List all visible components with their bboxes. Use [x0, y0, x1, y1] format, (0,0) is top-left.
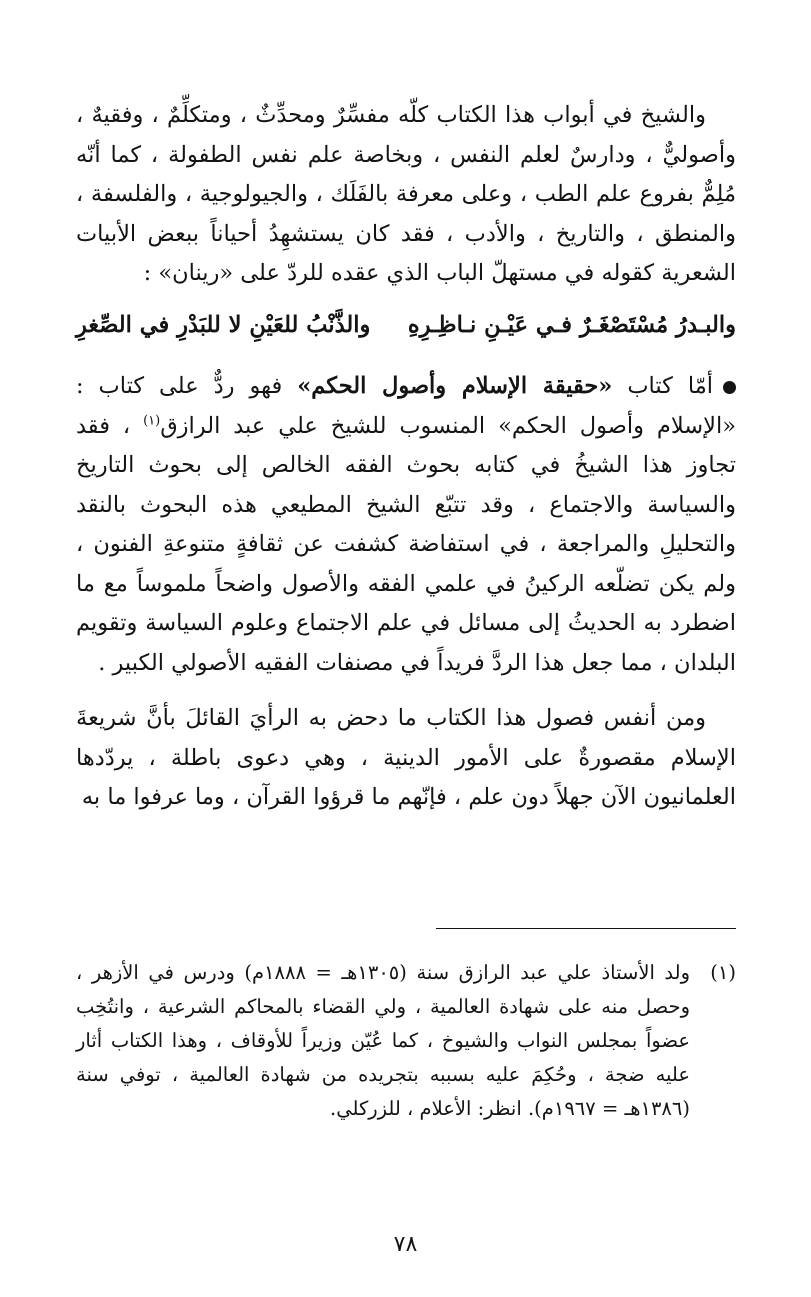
paragraph-2	[76, 367, 736, 683]
footnote	[76, 956, 736, 1126]
page-number: ٧٨	[393, 1232, 418, 1257]
book-title: «حقيقة الإسلام وأصول الحكم»	[297, 373, 613, 399]
paragraph-2-continuation: فهو ردٌّ على كتاب : «الإسلام وأصول الحكم» المنسوب للشيخ علي عبد الرازق	[76, 373, 736, 439]
verse-second-hemistich: والذَّنْبُ للعَيْنِ لا للبَدْرِ في الصِّغرِ	[76, 311, 371, 338]
paragraph-2-lead: أمّا كتاب	[627, 373, 713, 399]
paragraph-1	[76, 96, 736, 294]
footnote-text: ولد الأستاذ علي عبد الرازق سنة (١٣٠٥هـ = ١٨٨٨م) ودرس في الأزهر ، وحصل منه على شهادة العالمية ، ولي القضاء بالمحاكم الشرعية ، وانتُخِب عضواً بمجلس النواب والشيوخ ، كما عُيّن وزيراً للأوقاف ، وهذا الكتاب أثار عليه ضجة ، وحُكِمَ عليه بسببه بتجريده من شهادة العالمية ، توفي سنة (١٣٨٦هـ = ١٩٦٧م). انظر: الأعلام ، للزركلي.	[76, 961, 691, 1120]
footnote-marker[interactable]: (١)	[143, 413, 161, 428]
paragraph-3-text: ومن أنفس فصول هذا الكتاب ما دحض به الرأيَ القائلَ بأنَّ شريعةَ الإسلام مقصورةٌ على الأمور الدينية ، وهي دعوى باطلة ، يردّدها العلمانيون الآن جهلاً دون علم ، فإنّهم ما قرؤوا القرآن ، وما عرفوا ما به	[76, 705, 736, 810]
poetry-verse	[76, 306, 736, 346]
footnote-separator	[436, 928, 736, 929]
paragraph-2-rest: ، فقد تجاوز هذا الشيخُ في كتابه بحوث الفقه الخالص إلى بحوث التاريخ والسياسة والاجتماع ، وقد تتبّع الشيخ المطيعي هذه البحوث بالنقد والتحليلِ والمراجعة ، في استفاضة كشفت عن ثقافةٍ متنوعةِ الفنون ، ولم يكن تضلّعه الركينُ في علمي الفقه والأصول واضحاً ملموساً مع ما اضطرد به الحديثُ إلى مسائل في علم الاجتماع وعلوم السياسة وتقويم البلدان ، مما جعل هذا الردَّ فريداً في مصنفات الفقيه الأصولي الكبير .	[76, 412, 736, 676]
main-text	[76, 96, 736, 818]
bullet-icon	[723, 381, 736, 394]
footnote-number: (١)	[710, 961, 736, 984]
paragraph-3	[76, 699, 736, 818]
paragraph-1-text: والشيخ في أبواب هذا الكتاب كلّه مفسِّرٌ ومحدِّثٌ ، ومتكلِّمٌ ، وفقيهٌ ، وأصوليٌّ ، ودارسٌ لعلم النفس ، وبخاصة علم نفس الطفولة ، كما أنّه مُلِمٌّ بفروع علم الطب ، وعلى معرفة بالفَلَك ، والجيولوجية ، والفلسفة ، والمنطق ، والتاريخ ، والأدب ، فقد كان يستشهِدُ أحياناً ببعض الأبيات الشعرية كقوله في مستهلّ الباب الذي عقده للردّ على «رينان» :	[76, 102, 736, 286]
verse-first-hemistich: والبـدرُ مُسْتَصْغَـرٌ فـي عَيْـنِ نـاظِـرِهِ	[407, 311, 736, 338]
